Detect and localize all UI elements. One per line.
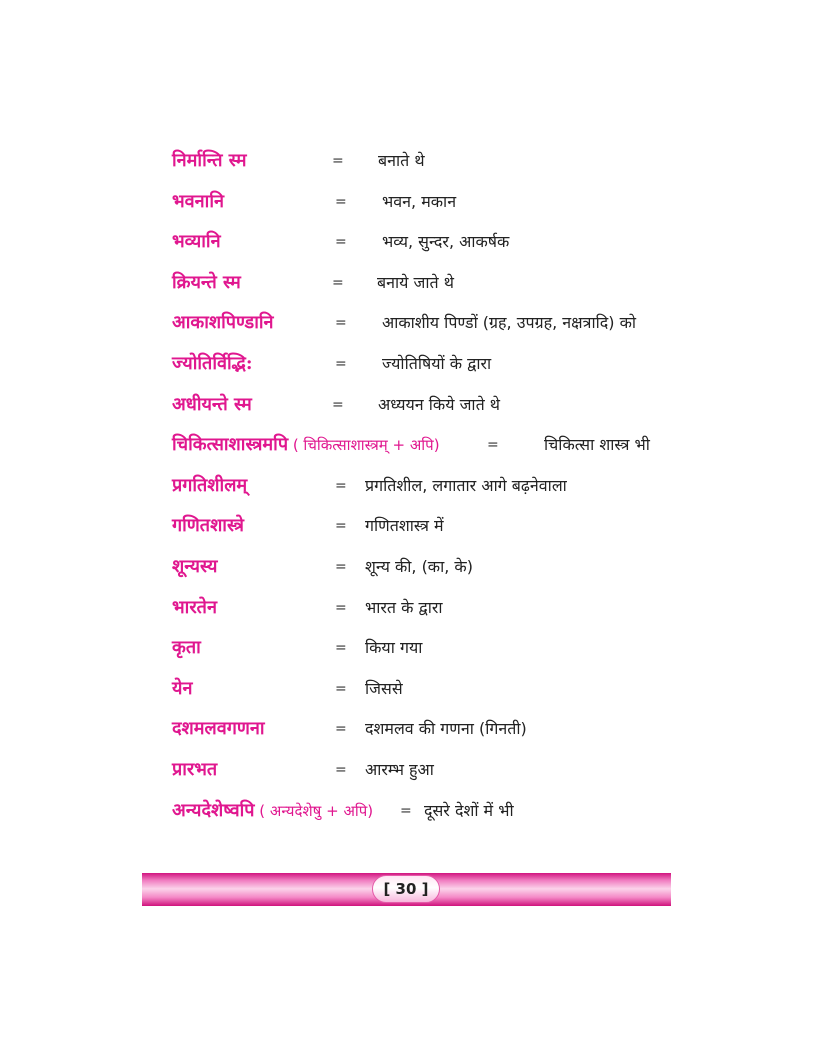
glossary-term: अधीयन्ते स्म (172, 393, 252, 415)
glossary-row (172, 633, 692, 674)
glossary-meaning: किया गया (365, 638, 423, 658)
glossary-row (172, 593, 692, 634)
glossary-term: भवनानि (172, 190, 224, 212)
page-number: [ 30 ] (372, 875, 440, 903)
glossary-meaning: बनाये जाते थे (377, 272, 454, 292)
glossary-meaning: भारत के द्वारा (365, 597, 443, 617)
glossary-row (172, 674, 692, 715)
glossary-term: दशमलवगणना (172, 718, 265, 740)
glossary-row (172, 714, 692, 755)
glossary-meaning: भवन, मकान (382, 191, 457, 211)
glossary-row (172, 471, 692, 512)
equals-sign: = (332, 153, 344, 169)
glossary-meaning: शून्य की, (का, के) (365, 556, 473, 576)
equals-sign: = (400, 802, 412, 819)
glossary-term: भारतेन (172, 596, 217, 618)
equals-sign: = (335, 558, 347, 575)
glossary-row (172, 390, 692, 431)
glossary-row (172, 552, 692, 593)
glossary-row (172, 187, 692, 228)
glossary-meaning: बनाते थे (378, 151, 425, 170)
glossary-term: चिकित्साशास्त्रमपि ( चिकित्साशास्त्रम् + अपि) (172, 434, 440, 456)
glossary-row (172, 796, 692, 837)
glossary-term: भव्यानि (172, 231, 221, 253)
equals-sign: = (487, 437, 499, 454)
glossary-row (172, 430, 692, 471)
glossary-meaning: चिकित्सा शास्त्र भी (544, 435, 650, 455)
glossary-row (172, 349, 692, 390)
glossary-list (172, 146, 692, 836)
glossary-row (172, 308, 692, 349)
glossary-term: आकाशपिण्डानि (172, 312, 274, 334)
glossary-term: क्रियन्ते स्म (172, 271, 241, 293)
glossary-row (172, 227, 692, 268)
glossary-term: कृता (172, 637, 201, 659)
equals-sign: = (335, 518, 347, 535)
glossary-row (172, 268, 692, 309)
equals-sign: = (335, 234, 347, 251)
glossary-meaning: दशमलव की गणना (गिनती) (365, 719, 527, 739)
glossary-meaning: दूसरे देशों में भी (424, 800, 514, 820)
glossary-row (172, 755, 692, 796)
glossary-meaning: प्रगतिशील, लगातार आगे बढ़नेवाला (365, 475, 567, 495)
equals-sign: = (335, 193, 347, 210)
glossary-meaning: गणितशास्त्र में (365, 516, 444, 536)
glossary-term: शून्यस्य (172, 555, 218, 577)
equals-sign: = (335, 599, 347, 616)
glossary-term: येन (172, 677, 193, 699)
glossary-term: अन्यदेशेष्वपि ( अन्यदेशेषु + अपि) (172, 799, 374, 821)
glossary-meaning: जिससे (365, 678, 403, 698)
glossary-row (172, 511, 692, 552)
equals-sign: = (335, 315, 347, 332)
equals-sign: = (335, 355, 347, 372)
glossary-term: गणितशास्त्रे (172, 515, 244, 537)
glossary-meaning: आकाशीय पिण्डों (ग्रह, उपग्रह, नक्षत्रादि) को (382, 313, 637, 333)
equals-sign: = (332, 274, 344, 291)
glossary-term: ज्योतिर्विद्भि: (172, 352, 253, 374)
glossary-term: निर्मान्ति स्म (172, 150, 247, 171)
glossary-term: प्रारभत (172, 758, 218, 780)
glossary-meaning: भव्य, सुन्दर, आकर्षक (382, 232, 510, 252)
glossary-meaning: अध्ययन किये जाते थे (378, 394, 501, 414)
equals-sign: = (335, 680, 347, 697)
equals-sign: = (335, 761, 347, 778)
glossary-meaning: ज्योतिषियों के द्वारा (382, 353, 492, 373)
equals-sign: = (335, 721, 347, 738)
equals-sign: = (335, 640, 347, 657)
equals-sign: = (335, 477, 347, 494)
equals-sign: = (332, 396, 344, 413)
glossary-term: प्रगतिशीलम् (172, 474, 248, 496)
glossary-meaning: आरम्भ हुआ (365, 759, 434, 779)
glossary-row (172, 146, 692, 187)
